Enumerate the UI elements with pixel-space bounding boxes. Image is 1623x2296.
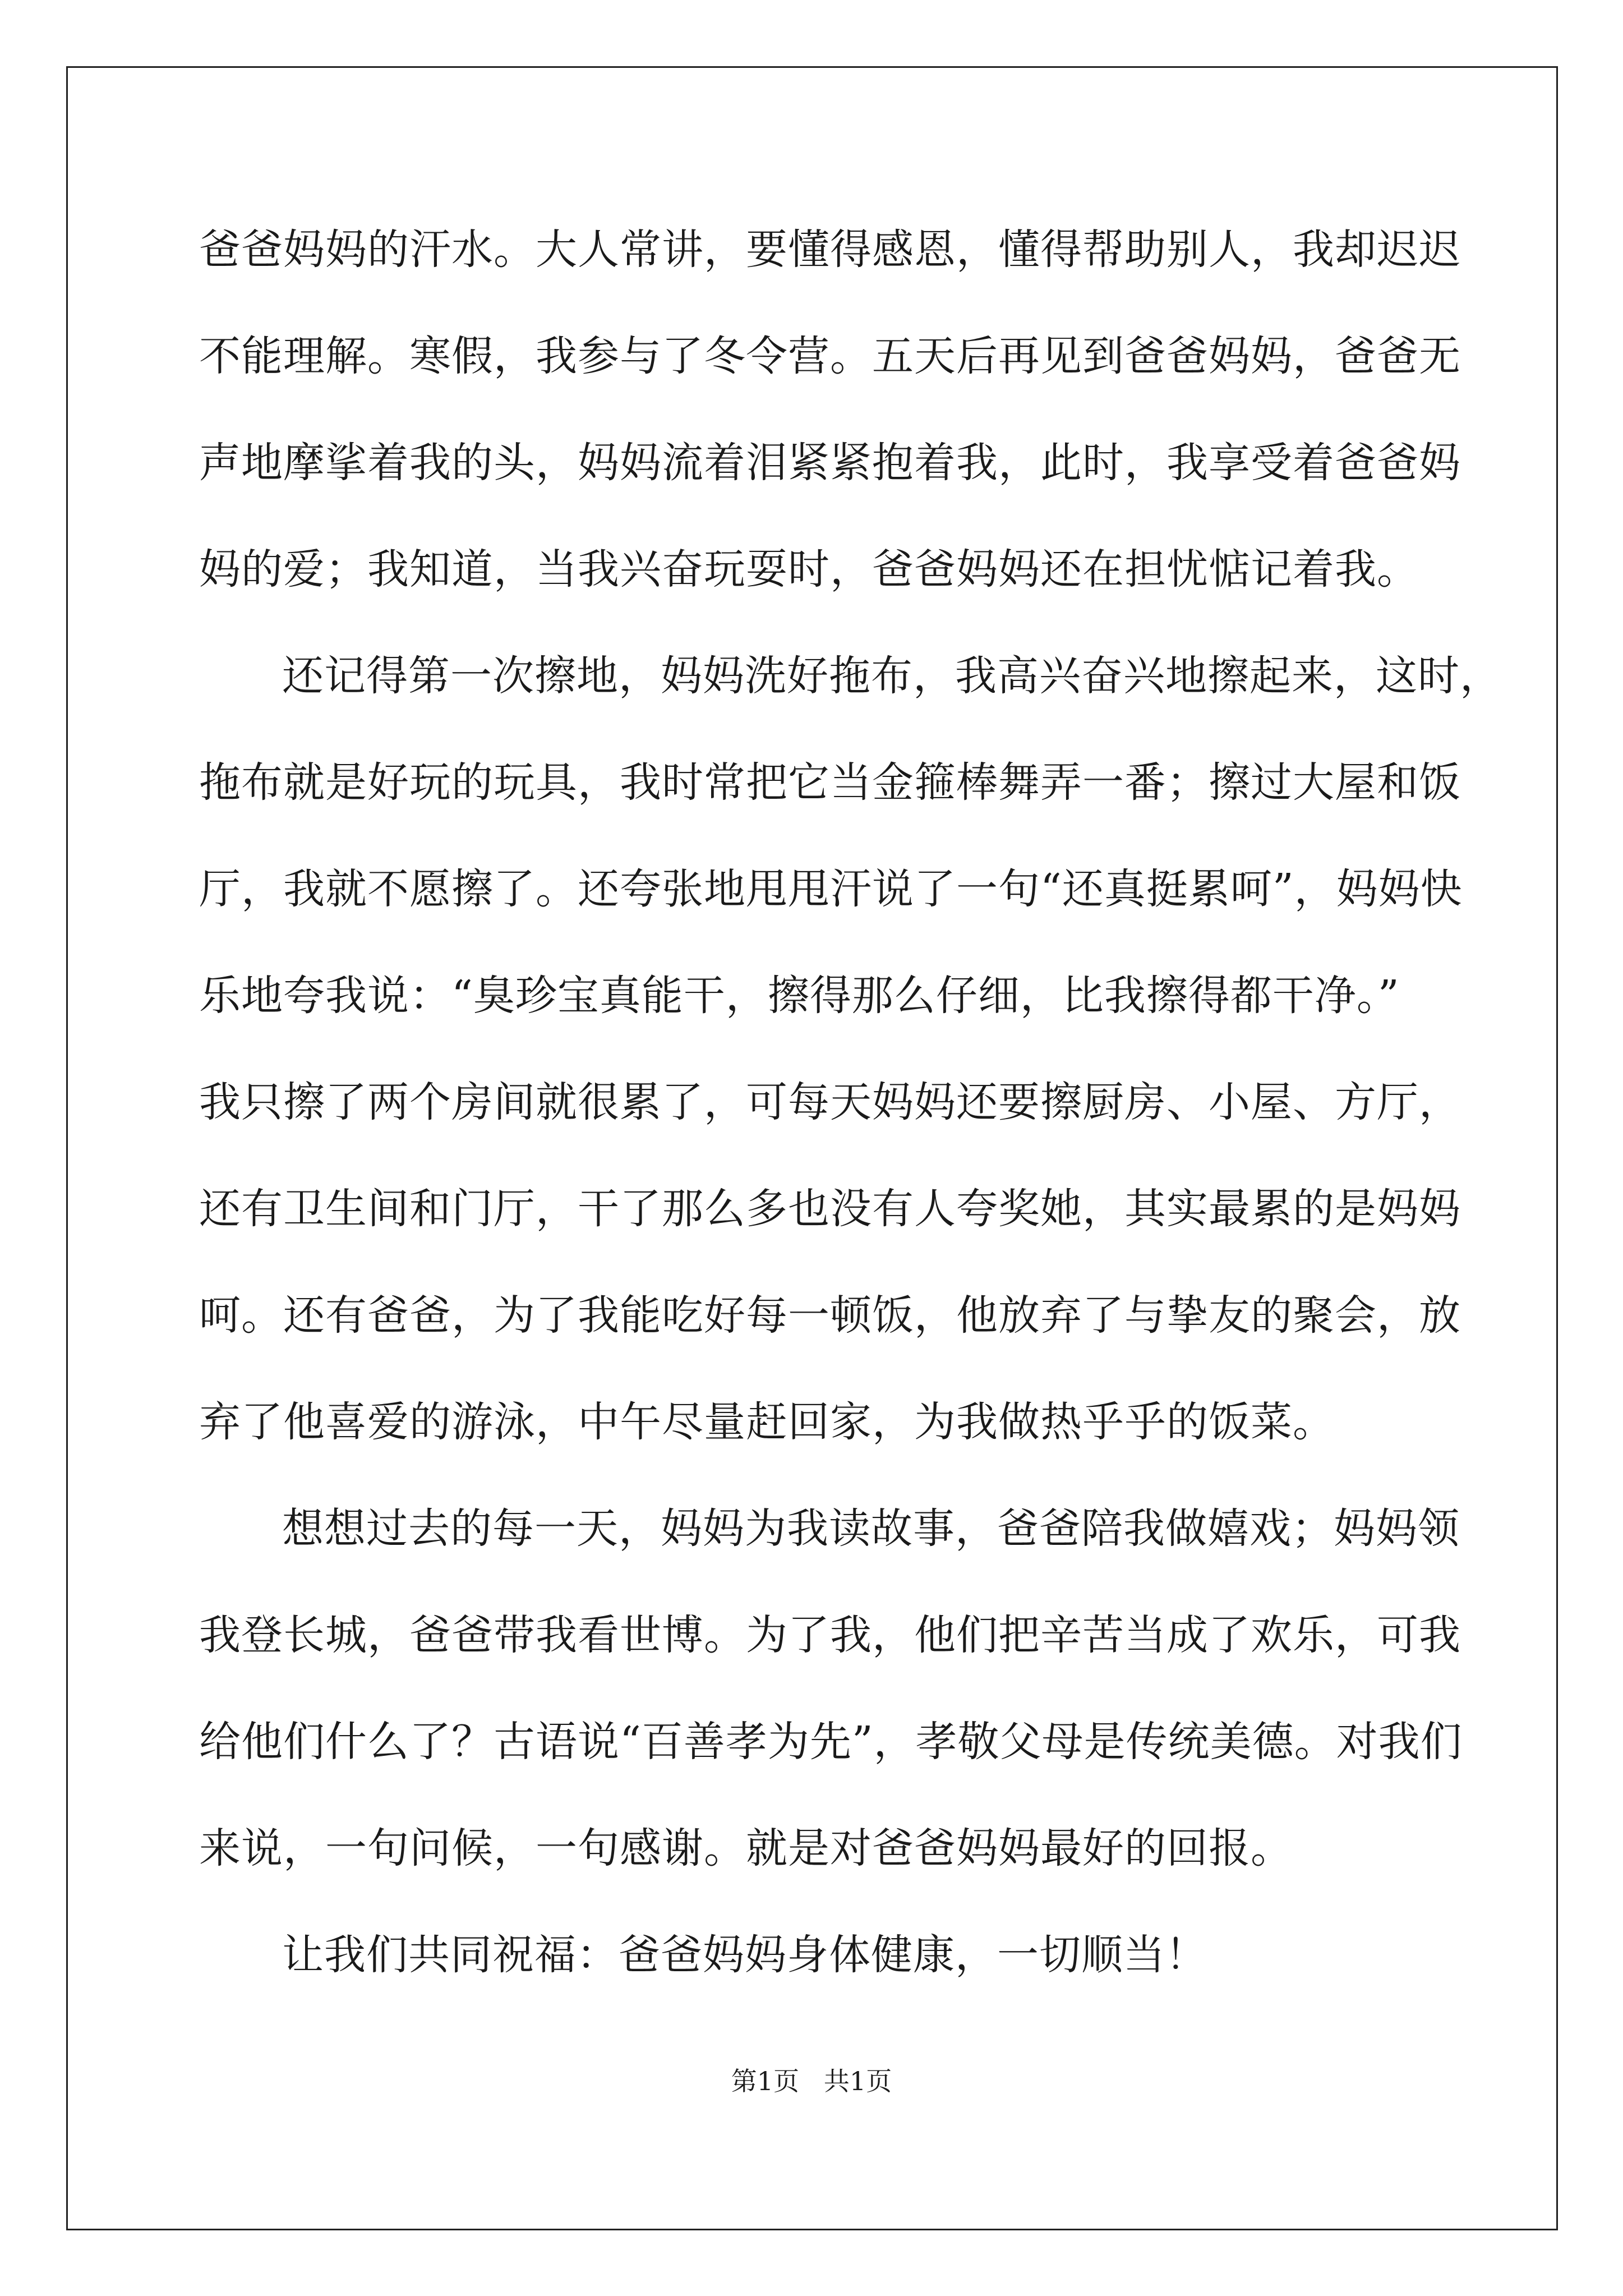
text-line: 来说，一句问候，一句感谢。就是对爸爸妈妈最好的回报。 [199,1824,1293,1872]
text-line: 厅，我就不愿擦了。还夸张地甩甩汗说了一句“还真挺累呵”，妈妈快 [199,865,1463,913]
text-line: 妈的爱；我知道，当我兴奋玩耍时，爸爸妈妈还在担忧惦记着我。 [199,545,1419,593]
paragraph-start-line: 想想过去的每一天，妈妈为我读故事，爸爸陪我做嬉戏；妈妈领 [282,1504,1460,1553]
paragraph-start-line: 让我们共同祝福：爸爸妈妈身体健康，一切顺当！ [282,1931,1207,1979]
text-line: 弃了他喜爱的游泳，中午尽量赶回家，为我做热乎乎的饭菜。 [199,1398,1335,1446]
document-body [199,213,1502,2025]
text-line: 声地摩挲着我的头，妈妈流着泪紧紧抱着我，此时，我享受着爸爸妈 [199,439,1461,487]
text-line: 爸爸妈妈的汗水。大人常讲，要懂得感恩，懂得帮助别人，我却迟迟 [199,226,1461,274]
text-line: 我只擦了两个房间就很累了，可每天妈妈还要擦厨房、小屋、方厅， [199,1078,1461,1126]
text-line: 拖布就是好玩的玩具，我时常把它当金箍棒舞弄一番；擦过大屋和饭 [199,758,1461,807]
paragraph-start-line: 还记得第一次擦地，妈妈洗好拖布，我高兴奋兴地擦起来，这时， [282,652,1502,700]
page-footer: 第1页 共1页 [731,2066,892,2096]
text-line: 给他们什么了？古语说“百善孝为先”，孝敬父母是传统美德。对我们 [199,1718,1463,1766]
text-line: 不能理解。寒假，我参与了冬令营。五天后再见到爸爸妈妈，爸爸无 [199,332,1461,380]
text-line: 我登长城，爸爸带我看世博。为了我，他们把辛苦当成了欢乐，可我 [199,1611,1461,1659]
text-line: 乐地夸我说：“臭珍宝真能干，擦得那么仔细，比我擦得都干净。” [199,972,1400,1020]
text-line: 还有卫生间和门厅，干了那么多也没有人夸奖她，其实最累的是妈妈 [199,1185,1461,1233]
text-line: 呵。还有爸爸，为了我能吃好每一顿饭，他放弃了与挚友的聚会，放 [199,1291,1461,1340]
